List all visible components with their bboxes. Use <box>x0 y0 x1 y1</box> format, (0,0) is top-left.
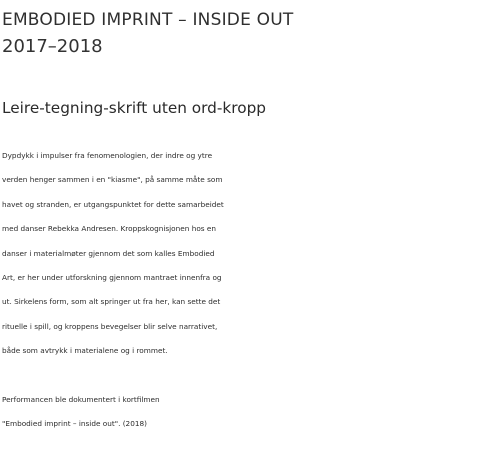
project-subtitle: Leire-tegning-skrift uten ord-kropp <box>2 99 266 117</box>
project-years: 2017–2018 <box>2 36 103 57</box>
description-line: Dypdykk i impulser fra fenomenologien, der indre og ytre <box>2 151 213 160</box>
description-line: verden henger sammen i en "kiasme", på samme måte som <box>2 175 223 185</box>
description-line: med danser Rebekka Andresen. Kroppskognisjonen hos en <box>2 224 217 234</box>
credit-line: Performancen ble dokumentert i kortfilmen <box>2 394 160 404</box>
project-title: EMBODIED IMPRINT – INSIDE OUT <box>2 10 294 30</box>
project-page <box>2 0 480 436</box>
project-credit <box>2 388 480 436</box>
description-line: danser i materialmøter gjennom det som kalles Embodied <box>2 248 215 258</box>
project-description <box>2 144 480 364</box>
credit-line: "Embodied imprint – inside out". (2018) <box>2 418 147 428</box>
description-line: rituelle i spill, og kroppens bevegelser blir selve narrativet, <box>2 321 218 331</box>
description-line: havet og stranden, er utgangspunktet for dette samarbeidet <box>2 199 224 209</box>
description-line: ut. Sirkelens form, som alt springer ut fra her, kan sette det <box>2 297 221 307</box>
description-line: både som avtrykk i materialene og i rommet. <box>2 346 168 356</box>
description-line: Art, er her under utforskning gjennom mantraet innenfra og <box>2 273 222 283</box>
